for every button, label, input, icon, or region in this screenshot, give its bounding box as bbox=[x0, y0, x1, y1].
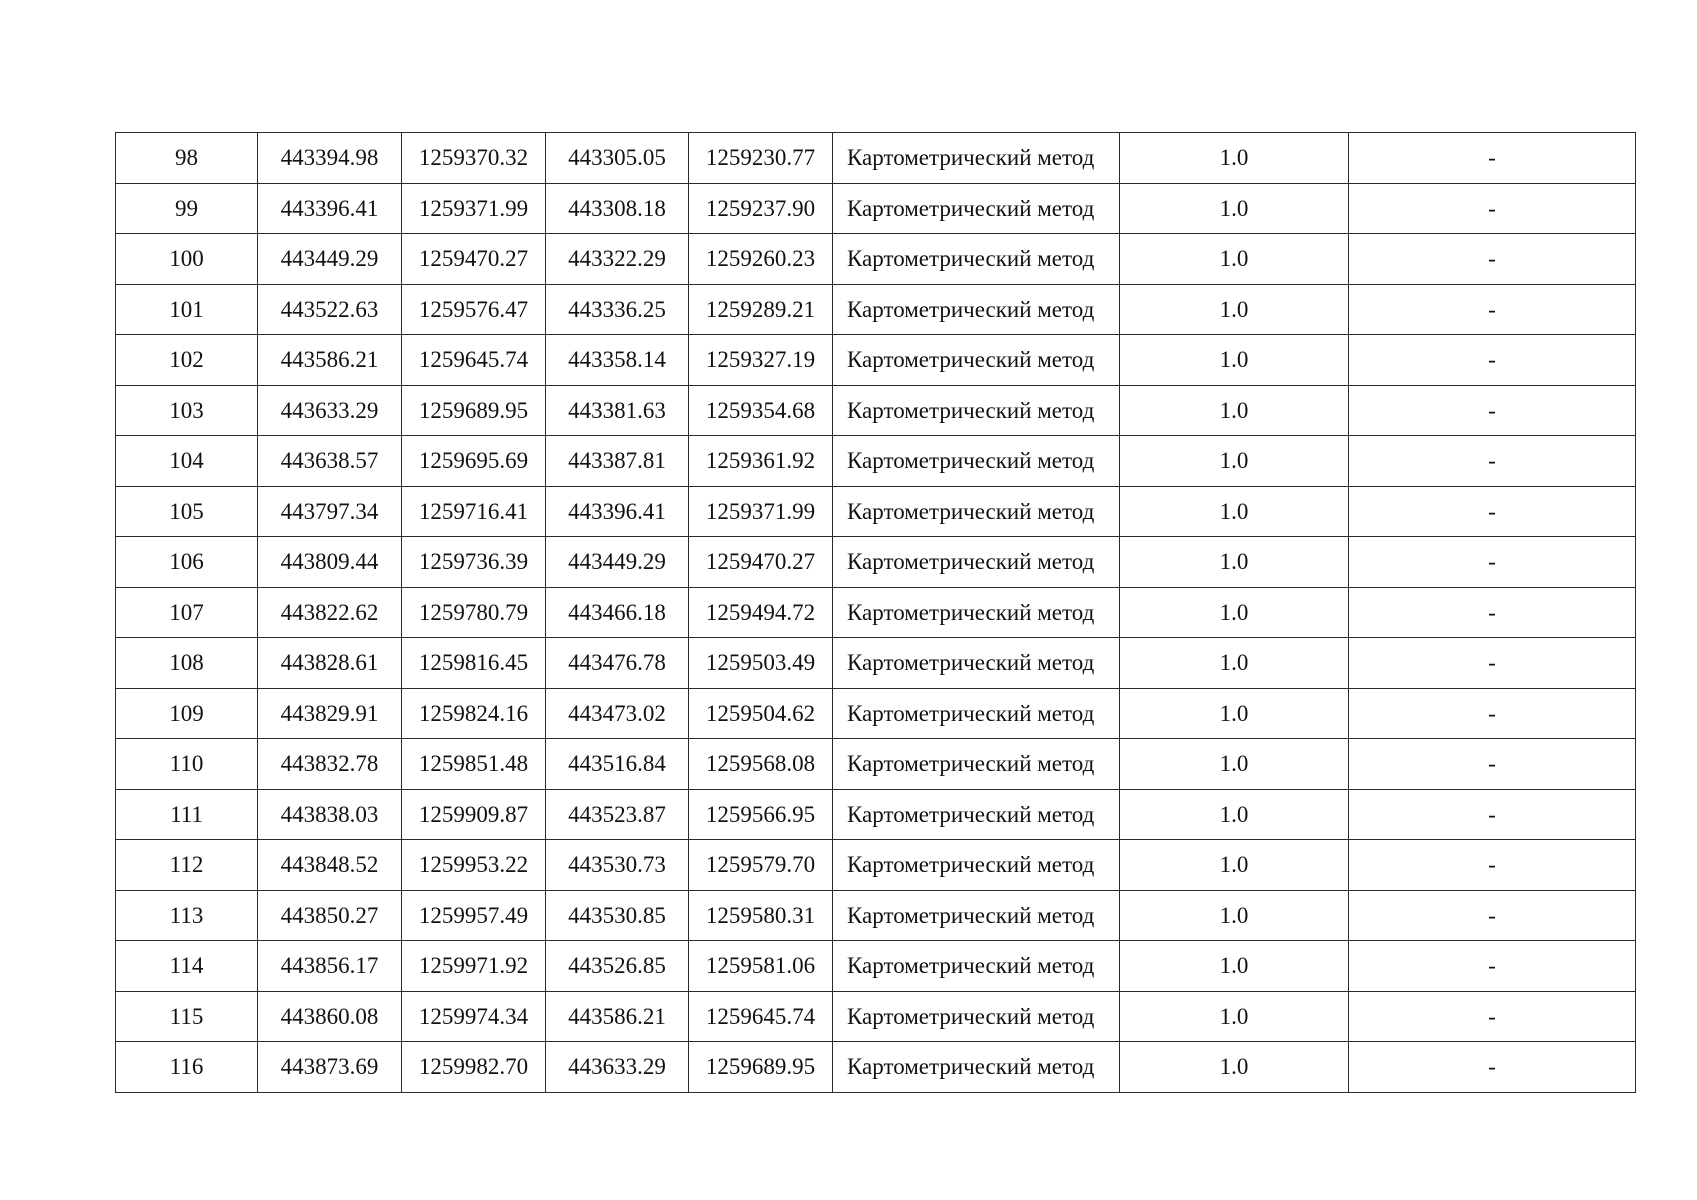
table-row bbox=[116, 486, 1636, 537]
table-row bbox=[116, 840, 1636, 891]
x-coordinate-cell: 443809.44 bbox=[258, 537, 402, 588]
point-number-cell: 115 bbox=[116, 991, 258, 1042]
x-coordinate-prev-cell: 443308.18 bbox=[546, 183, 689, 234]
description-cell: - bbox=[1349, 638, 1636, 689]
y-coordinate-prev-cell: 1259645.74 bbox=[689, 991, 833, 1042]
accuracy-cell: 1.0 bbox=[1120, 335, 1349, 386]
method-cell: Картометрический метод bbox=[833, 941, 1120, 992]
x-coordinate-cell: 443873.69 bbox=[258, 1042, 402, 1093]
point-number-cell: 108 bbox=[116, 638, 258, 689]
x-coordinate-prev-cell: 443523.87 bbox=[546, 789, 689, 840]
point-number-cell: 116 bbox=[116, 1042, 258, 1093]
description-cell: - bbox=[1349, 1042, 1636, 1093]
x-coordinate-cell: 443522.63 bbox=[258, 284, 402, 335]
accuracy-cell: 1.0 bbox=[1120, 941, 1349, 992]
coordinates-table bbox=[115, 132, 1636, 1093]
point-number-cell: 98 bbox=[116, 133, 258, 184]
accuracy-cell: 1.0 bbox=[1120, 183, 1349, 234]
accuracy-cell: 1.0 bbox=[1120, 385, 1349, 436]
y-coordinate-cell: 1259576.47 bbox=[402, 284, 546, 335]
description-cell: - bbox=[1349, 436, 1636, 487]
x-coordinate-prev-cell: 443449.29 bbox=[546, 537, 689, 588]
description-cell: - bbox=[1349, 335, 1636, 386]
description-cell: - bbox=[1349, 840, 1636, 891]
y-coordinate-prev-cell: 1259289.21 bbox=[689, 284, 833, 335]
y-coordinate-cell: 1259851.48 bbox=[402, 739, 546, 790]
y-coordinate-cell: 1259470.27 bbox=[402, 234, 546, 285]
table-row bbox=[116, 537, 1636, 588]
method-cell: Картометрический метод bbox=[833, 789, 1120, 840]
y-coordinate-cell: 1259824.16 bbox=[402, 688, 546, 739]
point-number-cell: 101 bbox=[116, 284, 258, 335]
y-coordinate-prev-cell: 1259566.95 bbox=[689, 789, 833, 840]
table-row bbox=[116, 234, 1636, 285]
y-coordinate-cell: 1259371.99 bbox=[402, 183, 546, 234]
point-number-cell: 113 bbox=[116, 890, 258, 941]
x-coordinate-cell: 443396.41 bbox=[258, 183, 402, 234]
y-coordinate-cell: 1259689.95 bbox=[402, 385, 546, 436]
point-number-cell: 102 bbox=[116, 335, 258, 386]
description-cell: - bbox=[1349, 941, 1636, 992]
point-number-cell: 99 bbox=[116, 183, 258, 234]
y-coordinate-prev-cell: 1259504.62 bbox=[689, 688, 833, 739]
table-row bbox=[116, 941, 1636, 992]
method-cell: Картометрический метод bbox=[833, 537, 1120, 588]
x-coordinate-cell: 443850.27 bbox=[258, 890, 402, 941]
y-coordinate-cell: 1259736.39 bbox=[402, 537, 546, 588]
table-row bbox=[116, 335, 1636, 386]
y-coordinate-prev-cell: 1259581.06 bbox=[689, 941, 833, 992]
method-cell: Картометрический метод bbox=[833, 284, 1120, 335]
method-cell: Картометрический метод bbox=[833, 183, 1120, 234]
method-cell: Картометрический метод bbox=[833, 486, 1120, 537]
x-coordinate-prev-cell: 443530.85 bbox=[546, 890, 689, 941]
table-row bbox=[116, 1042, 1636, 1093]
table-row bbox=[116, 991, 1636, 1042]
point-number-cell: 106 bbox=[116, 537, 258, 588]
y-coordinate-prev-cell: 1259494.72 bbox=[689, 587, 833, 638]
x-coordinate-cell: 443394.98 bbox=[258, 133, 402, 184]
x-coordinate-prev-cell: 443516.84 bbox=[546, 739, 689, 790]
point-number-cell: 112 bbox=[116, 840, 258, 891]
x-coordinate-prev-cell: 443305.05 bbox=[546, 133, 689, 184]
accuracy-cell: 1.0 bbox=[1120, 890, 1349, 941]
y-coordinate-prev-cell: 1259230.77 bbox=[689, 133, 833, 184]
description-cell: - bbox=[1349, 789, 1636, 840]
accuracy-cell: 1.0 bbox=[1120, 537, 1349, 588]
method-cell: Картометрический метод bbox=[833, 234, 1120, 285]
accuracy-cell: 1.0 bbox=[1120, 991, 1349, 1042]
y-coordinate-cell: 1259974.34 bbox=[402, 991, 546, 1042]
point-number-cell: 103 bbox=[116, 385, 258, 436]
y-coordinate-prev-cell: 1259327.19 bbox=[689, 335, 833, 386]
table-row bbox=[116, 183, 1636, 234]
x-coordinate-prev-cell: 443336.25 bbox=[546, 284, 689, 335]
point-number-cell: 104 bbox=[116, 436, 258, 487]
table-row bbox=[116, 284, 1636, 335]
accuracy-cell: 1.0 bbox=[1120, 587, 1349, 638]
description-cell: - bbox=[1349, 991, 1636, 1042]
method-cell: Картометрический метод bbox=[833, 1042, 1120, 1093]
x-coordinate-prev-cell: 443358.14 bbox=[546, 335, 689, 386]
accuracy-cell: 1.0 bbox=[1120, 234, 1349, 285]
y-coordinate-prev-cell: 1259579.70 bbox=[689, 840, 833, 891]
description-cell: - bbox=[1349, 284, 1636, 335]
x-coordinate-cell: 443586.21 bbox=[258, 335, 402, 386]
accuracy-cell: 1.0 bbox=[1120, 486, 1349, 537]
y-coordinate-cell: 1259370.32 bbox=[402, 133, 546, 184]
description-cell: - bbox=[1349, 234, 1636, 285]
y-coordinate-cell: 1259716.41 bbox=[402, 486, 546, 537]
table-row bbox=[116, 133, 1636, 184]
point-number-cell: 109 bbox=[116, 688, 258, 739]
accuracy-cell: 1.0 bbox=[1120, 1042, 1349, 1093]
x-coordinate-cell: 443838.03 bbox=[258, 789, 402, 840]
y-coordinate-prev-cell: 1259260.23 bbox=[689, 234, 833, 285]
x-coordinate-cell: 443832.78 bbox=[258, 739, 402, 790]
x-coordinate-prev-cell: 443322.29 bbox=[546, 234, 689, 285]
x-coordinate-cell: 443449.29 bbox=[258, 234, 402, 285]
x-coordinate-prev-cell: 443466.18 bbox=[546, 587, 689, 638]
accuracy-cell: 1.0 bbox=[1120, 840, 1349, 891]
table-row bbox=[116, 436, 1636, 487]
x-coordinate-prev-cell: 443473.02 bbox=[546, 688, 689, 739]
x-coordinate-prev-cell: 443526.85 bbox=[546, 941, 689, 992]
x-coordinate-cell: 443797.34 bbox=[258, 486, 402, 537]
y-coordinate-cell: 1259953.22 bbox=[402, 840, 546, 891]
x-coordinate-prev-cell: 443387.81 bbox=[546, 436, 689, 487]
y-coordinate-prev-cell: 1259354.68 bbox=[689, 385, 833, 436]
y-coordinate-prev-cell: 1259237.90 bbox=[689, 183, 833, 234]
accuracy-cell: 1.0 bbox=[1120, 739, 1349, 790]
description-cell: - bbox=[1349, 385, 1636, 436]
point-number-cell: 100 bbox=[116, 234, 258, 285]
method-cell: Картометрический метод bbox=[833, 890, 1120, 941]
x-coordinate-prev-cell: 443381.63 bbox=[546, 385, 689, 436]
point-number-cell: 110 bbox=[116, 739, 258, 790]
y-coordinate-prev-cell: 1259689.95 bbox=[689, 1042, 833, 1093]
y-coordinate-cell: 1259957.49 bbox=[402, 890, 546, 941]
method-cell: Картометрический метод bbox=[833, 840, 1120, 891]
table-body bbox=[116, 133, 1636, 1093]
table-row bbox=[116, 890, 1636, 941]
y-coordinate-prev-cell: 1259470.27 bbox=[689, 537, 833, 588]
table-row bbox=[116, 739, 1636, 790]
x-coordinate-prev-cell: 443530.73 bbox=[546, 840, 689, 891]
point-number-cell: 105 bbox=[116, 486, 258, 537]
method-cell: Картометрический метод bbox=[833, 587, 1120, 638]
x-coordinate-cell: 443828.61 bbox=[258, 638, 402, 689]
description-cell: - bbox=[1349, 587, 1636, 638]
y-coordinate-cell: 1259982.70 bbox=[402, 1042, 546, 1093]
method-cell: Картометрический метод bbox=[833, 739, 1120, 790]
accuracy-cell: 1.0 bbox=[1120, 133, 1349, 184]
description-cell: - bbox=[1349, 133, 1636, 184]
y-coordinate-cell: 1259909.87 bbox=[402, 789, 546, 840]
y-coordinate-cell: 1259971.92 bbox=[402, 941, 546, 992]
table-row bbox=[116, 789, 1636, 840]
y-coordinate-prev-cell: 1259580.31 bbox=[689, 890, 833, 941]
x-coordinate-cell: 443848.52 bbox=[258, 840, 402, 891]
y-coordinate-cell: 1259780.79 bbox=[402, 587, 546, 638]
accuracy-cell: 1.0 bbox=[1120, 688, 1349, 739]
method-cell: Картометрический метод bbox=[833, 133, 1120, 184]
method-cell: Картометрический метод bbox=[833, 436, 1120, 487]
accuracy-cell: 1.0 bbox=[1120, 638, 1349, 689]
y-coordinate-prev-cell: 1259568.08 bbox=[689, 739, 833, 790]
table-row bbox=[116, 638, 1636, 689]
description-cell: - bbox=[1349, 183, 1636, 234]
point-number-cell: 111 bbox=[116, 789, 258, 840]
point-number-cell: 114 bbox=[116, 941, 258, 992]
y-coordinate-cell: 1259645.74 bbox=[402, 335, 546, 386]
table-row bbox=[116, 385, 1636, 436]
x-coordinate-prev-cell: 443633.29 bbox=[546, 1042, 689, 1093]
y-coordinate-prev-cell: 1259503.49 bbox=[689, 638, 833, 689]
x-coordinate-cell: 443638.57 bbox=[258, 436, 402, 487]
description-cell: - bbox=[1349, 537, 1636, 588]
method-cell: Картометрический метод bbox=[833, 638, 1120, 689]
point-number-cell: 107 bbox=[116, 587, 258, 638]
description-cell: - bbox=[1349, 739, 1636, 790]
description-cell: - bbox=[1349, 688, 1636, 739]
x-coordinate-cell: 443856.17 bbox=[258, 941, 402, 992]
description-cell: - bbox=[1349, 486, 1636, 537]
y-coordinate-prev-cell: 1259371.99 bbox=[689, 486, 833, 537]
x-coordinate-cell: 443633.29 bbox=[258, 385, 402, 436]
x-coordinate-cell: 443822.62 bbox=[258, 587, 402, 638]
x-coordinate-prev-cell: 443476.78 bbox=[546, 638, 689, 689]
accuracy-cell: 1.0 bbox=[1120, 789, 1349, 840]
method-cell: Картометрический метод bbox=[833, 335, 1120, 386]
y-coordinate-prev-cell: 1259361.92 bbox=[689, 436, 833, 487]
y-coordinate-cell: 1259695.69 bbox=[402, 436, 546, 487]
accuracy-cell: 1.0 bbox=[1120, 284, 1349, 335]
x-coordinate-cell: 443860.08 bbox=[258, 991, 402, 1042]
method-cell: Картометрический метод bbox=[833, 688, 1120, 739]
method-cell: Картометрический метод bbox=[833, 385, 1120, 436]
table-row bbox=[116, 587, 1636, 638]
x-coordinate-cell: 443829.91 bbox=[258, 688, 402, 739]
table-row bbox=[116, 688, 1636, 739]
description-cell: - bbox=[1349, 890, 1636, 941]
accuracy-cell: 1.0 bbox=[1120, 436, 1349, 487]
x-coordinate-prev-cell: 443396.41 bbox=[546, 486, 689, 537]
x-coordinate-prev-cell: 443586.21 bbox=[546, 991, 689, 1042]
y-coordinate-cell: 1259816.45 bbox=[402, 638, 546, 689]
method-cell: Картометрический метод bbox=[833, 991, 1120, 1042]
